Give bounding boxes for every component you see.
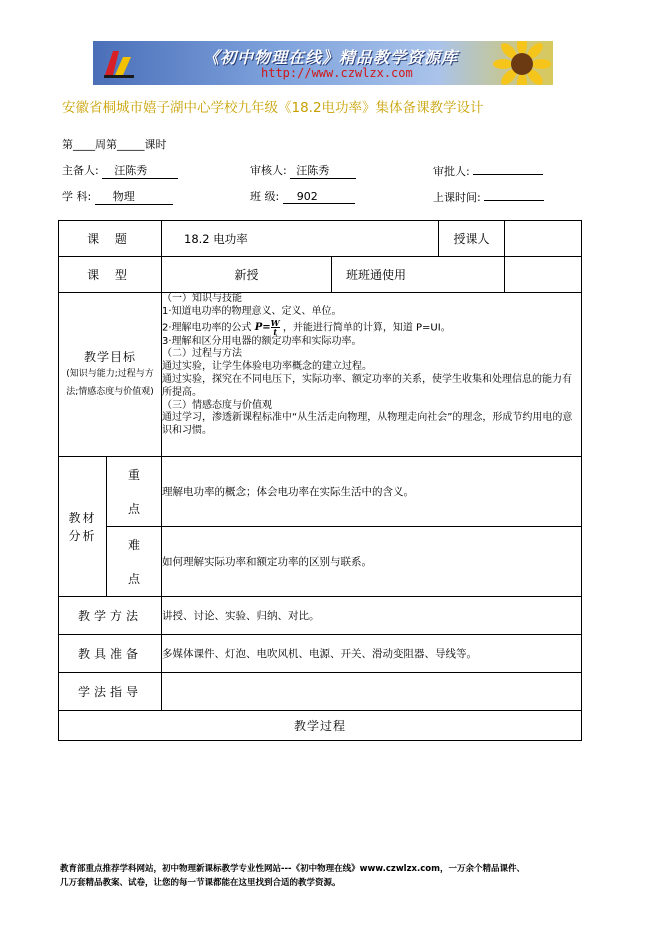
teacher-label: 授课人: [439, 221, 505, 257]
analysis-label: 教材分析: [59, 457, 107, 597]
key-row: [59, 457, 582, 527]
difficulty-label: 难点: [107, 527, 162, 597]
page-title: 安徽省桐城市嬉子湖中心学校九年级《18.2电功率》集体备课教学设计: [62, 100, 484, 116]
goals-row: [59, 293, 582, 457]
goals-line: 通过实验，探究在不同电压下，实际功率、额定功率的关系，使学生收集和处理信息的能力有所提高。: [162, 373, 573, 398]
study-label: 学法指导: [59, 673, 162, 711]
teacher-value: [505, 221, 582, 257]
type-blank: [505, 257, 582, 293]
subject-label: 学 科:: [62, 190, 92, 203]
footer-line-2: 几万套精品教案、试卷，让您的每一节课都能在这里找到合适的教学资源。: [60, 878, 341, 888]
study-row: [59, 673, 582, 711]
method-value: 讲授、讨论、实验、归纳、对比。: [162, 597, 582, 635]
method-label: 教学方法: [59, 597, 162, 635]
lesson-plan-table: [58, 220, 582, 741]
study-value: [162, 673, 582, 711]
time-value: [484, 188, 544, 201]
host-value: 汪陈秀: [102, 162, 178, 179]
type-value: 新授: [162, 257, 332, 293]
type-row: [59, 257, 582, 293]
class-label: 班 级:: [250, 190, 280, 203]
goals-formula-line: [162, 319, 581, 336]
approver-field: [433, 162, 543, 179]
goals-line: （一）知识与技能: [162, 293, 243, 304]
sunflower-icon: [493, 41, 551, 85]
topic-row: [59, 221, 582, 257]
goals-line: 3·理解和区分用电器的额定功率和实际功率。: [162, 335, 362, 347]
process-label: 教学过程: [59, 711, 582, 741]
tools-row: [59, 635, 582, 673]
goals-line: （三）情感态度与价值观: [162, 399, 273, 411]
banner-title: 《初中物理在线》精品教学资源库: [203, 48, 459, 67]
difficulty-row: [59, 527, 582, 597]
reviewer-value: 汪陈秀: [290, 162, 356, 179]
goals-line: 通过实验，让学生体验电功率概念的建立过程。: [162, 361, 373, 373]
tools-value: 多媒体课件、灯泡、电吹风机、电源、开关、滑动变阻器、导线等。: [162, 635, 582, 673]
page-footer: [60, 862, 600, 890]
site-logo-icon: [101, 45, 137, 81]
host-label: 主备人:: [62, 164, 99, 177]
subject-value: 物理: [95, 188, 173, 205]
class-field: [250, 188, 355, 204]
reviewer-label: 审核人:: [250, 164, 287, 177]
process-row: [59, 711, 582, 741]
goals-label: 教学目标: [84, 350, 137, 364]
goals-line: （二）过程与方法: [162, 348, 243, 360]
class-value: 902: [283, 190, 355, 204]
key-value: 理解电功率的概念；体会电功率在实际生活中的含义。: [162, 457, 582, 527]
reviewer-field: [250, 162, 356, 179]
topic-label: 课 题: [59, 221, 162, 257]
method-row: [59, 597, 582, 635]
week-line: 第____周第_____课时: [62, 138, 167, 151]
tools-label: 教具准备: [59, 635, 162, 673]
footer-line-1: 教育部重点推荐学科网站，初中物理新课标教学专业性网站---《初中物理在线》www.czwlzx.com，一万余个精品课件、: [60, 864, 525, 874]
goals-label-cell: [59, 293, 162, 457]
time-label: 上课时间:: [433, 191, 481, 204]
approver-value: [473, 162, 543, 175]
type-label: 课 型: [59, 257, 162, 293]
type-extra: 班班通使用: [332, 257, 505, 293]
key-label: 重点: [107, 457, 162, 527]
goals-line: 通过学习，渗透新课程标准中“从生活走向物理，从物理走向社会”的理念，形成节约用电的意识和习惯。: [162, 412, 573, 437]
goals-text: ，并能进行简单的计算，知道 P=UI。: [282, 322, 451, 334]
formula-t: t: [273, 326, 278, 337]
time-field: [433, 188, 544, 205]
goals-sublabel: (知识与能力;过程与方法;情感态度与价值观): [66, 369, 154, 397]
goals-text: 2·理解电功率的公式: [162, 322, 252, 334]
goals-content: [162, 293, 582, 457]
goals-line: 1·知道电功率的物理意义、定义、单位。: [162, 305, 342, 317]
topic-value: 18.2 电功率: [162, 221, 439, 257]
power-formula: P= $\frac{W}{t}$: [254, 317, 280, 337]
formula-w: W: [270, 317, 280, 328]
formula-p: P: [254, 321, 263, 333]
host-field: [62, 162, 178, 179]
difficulty-value: 如何理解实际功率和额定功率的区别与联系。: [162, 527, 582, 597]
header-banner: [93, 41, 553, 85]
approver-label: 审批人:: [433, 165, 470, 178]
banner-url[interactable]: http://www.czwlzx.com: [261, 66, 413, 80]
subject-field: [62, 188, 173, 205]
